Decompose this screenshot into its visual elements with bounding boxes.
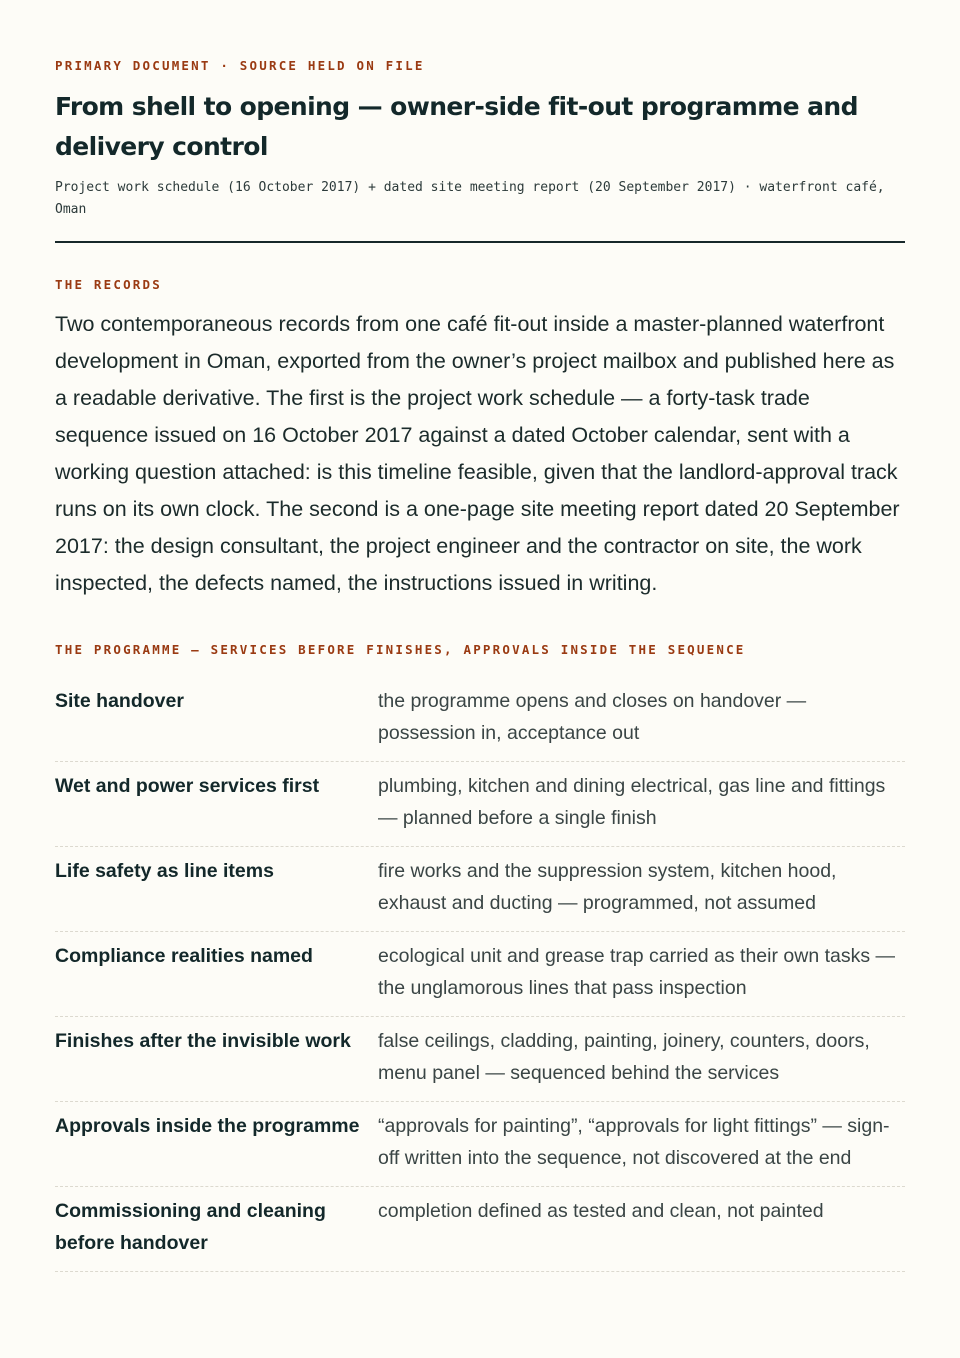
- list-item: [55, 1017, 905, 1102]
- programme-list: [55, 677, 905, 1272]
- list-item: [55, 1187, 905, 1272]
- row-description: “approvals for painting”, “approvals for light fittings” — sign-off written into the sequence, not discovered at the end: [378, 1115, 890, 1169]
- row-description: completion defined as tested and clean, not painted: [378, 1200, 824, 1222]
- title-divider: [55, 241, 905, 243]
- list-item: [55, 932, 905, 1017]
- programme-heading: THE PROGRAMME — SERVICES BEFORE FINISHES, APPROVALS INSIDE THE SEQUENCE: [55, 642, 746, 657]
- row-term: Compliance realities named: [55, 945, 313, 967]
- list-item: [55, 847, 905, 932]
- row-description: ecological unit and grease trap carried as their own tasks — the unglamorous lines that pass inspection: [378, 945, 896, 999]
- list-item: [55, 1102, 905, 1187]
- list-item: [55, 762, 905, 847]
- source-subline: Project work schedule (16 October 2017) + dated site meeting report (20 September 2017) · waterfront café, Oman: [55, 180, 885, 217]
- row-term: Commissioning and cleaning before handover: [55, 1200, 326, 1254]
- row-description: the programme opens and closes on handover — possession in, acceptance out: [378, 690, 807, 744]
- document-kicker: PRIMARY DOCUMENT · SOURCE HELD ON FILE: [55, 58, 425, 73]
- row-term: Site handover: [55, 690, 184, 712]
- records-heading: THE RECORDS: [55, 277, 162, 292]
- row-term: Life safety as line items: [55, 860, 274, 882]
- row-term: Finishes after the invisible work: [55, 1030, 351, 1052]
- records-body: Two contemporaneous records from one café fit-out inside a master-planned waterfront development in Oman, exported from the owner’s project mailbox and published here as a readable derivative. The first is the project work schedule — a forty-task trade sequence issued on 16 October 2017 against a dated October calendar, sent with a working question attached: is this timeline feasible, given that the landlord-approval track runs on its own clock. The second is a one-page site meeting report dated 20 September 2017: the design consultant, the project engineer and the contractor on site, the work inspected, the defects named, the instructions issued in writing.: [55, 312, 900, 595]
- row-description: false ceilings, cladding, painting, joinery, counters, doors, menu panel — sequenced behind the services: [378, 1030, 870, 1084]
- row-description: fire works and the suppression system, kitchen hood, exhaust and ducting — programmed, not assumed: [378, 860, 837, 914]
- row-term: Approvals inside the programme: [55, 1115, 360, 1137]
- row-term: Wet and power services first: [55, 775, 320, 797]
- list-item: [55, 677, 905, 762]
- page-title: From shell to opening — owner-side fit-out programme and delivery control: [55, 92, 858, 161]
- row-description: plumbing, kitchen and dining electrical, gas line and fittings — planned before a single finish: [378, 775, 886, 829]
